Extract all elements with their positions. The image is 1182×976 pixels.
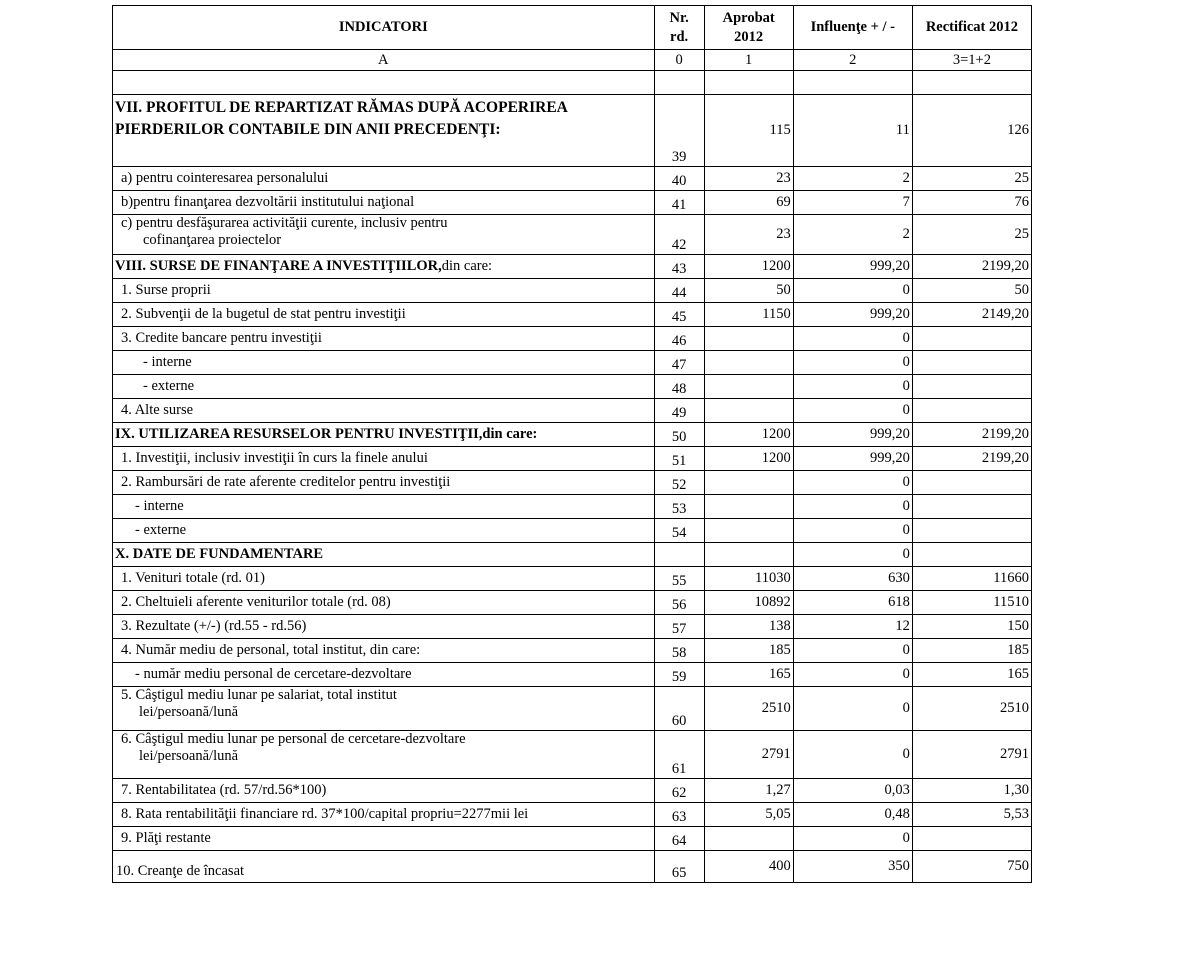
row-label: 10. Creanţe de încasat — [113, 851, 655, 883]
row-label: 1. Surse proprii — [113, 279, 655, 303]
row-label: - interne — [113, 351, 655, 375]
table-row: 2. Subvenţii de la bugetul de stat pentru investiţii 45 1150 999,20 2149,20 — [113, 303, 1032, 327]
row-label: 5. Câştigul mediu lunar pe salariat, total institut lei/persoană/lună — [113, 687, 655, 731]
row-label: 7. Rentabilitatea (rd. 57/rd.56*100) — [113, 779, 655, 803]
row-label: 8. Rata rentabilităţii financiare rd. 37*100/capital propriu=2277mii lei — [113, 803, 655, 827]
table-row: IX. UTILIZAREA RESURSELOR PENTRU INVESTIŢII,din care: 50 1200 999,20 2199,20 — [113, 423, 1032, 447]
row-label: - număr mediu personal de cercetare-dezvoltare — [113, 663, 655, 687]
row-label: 2. Rambursări de rate aferente creditelor pentru investiţii — [113, 471, 655, 495]
row-label: 3. Rezultate (+/-) (rd.55 - rd.56) — [113, 615, 655, 639]
header-influente: Influenţe + / - — [793, 6, 912, 50]
row-label: IX. UTILIZAREA RESURSELOR PENTRU INVESTIŢII,din care: — [113, 423, 655, 447]
header-indicatori: INDICATORI — [113, 6, 655, 50]
row-label: 4. Număr mediu de personal, total institut, din care: — [113, 639, 655, 663]
column-index-row: A 0 1 2 3=1+2 — [113, 50, 1032, 71]
row-label: 1. Investiţii, inclusiv investiţii în curs la finele anului — [113, 447, 655, 471]
table-row: VII. PROFITUL DE REPARTIZAT RĂMAS DUPĂ ACOPERIREA PIERDERILOR CONTABILE DIN ANII PRECEDENŢI: 39 115 11 126 — [113, 95, 1032, 167]
row-label: 2. Subvenţii de la bugetul de stat pentru investiţii — [113, 303, 655, 327]
table-row: - interne 47 0 — [113, 351, 1032, 375]
table-row: 2. Cheltuieli aferente veniturilor totale (rd. 08) 56 10892 618 11510 — [113, 591, 1032, 615]
row-label: 6. Câştigul mediu lunar pe personal de cercetare-dezvoltare lei/persoană/lună — [113, 731, 655, 779]
table-row: X. DATE DE FUNDAMENTARE 0 — [113, 543, 1032, 567]
table-row: 7. Rentabilitatea (rd. 57/rd.56*100) 62 1,27 0,03 1,30 — [113, 779, 1032, 803]
table-row: 10. Creanţe de încasat 65 400 350 750 — [113, 851, 1032, 883]
row-label: 2. Cheltuieli aferente veniturilor totale (rd. 08) — [113, 591, 655, 615]
table-row: 4. Alte surse 49 0 — [113, 399, 1032, 423]
table-row: 1. Venituri totale (rd. 01) 55 11030 630 11660 — [113, 567, 1032, 591]
table-row: a) pentru cointeresarea personalului 40 23 2 25 — [113, 167, 1032, 191]
table-row: 5. Câştigul mediu lunar pe salariat, total institut lei/persoană/lună 60 2510 0 2510 — [113, 687, 1032, 731]
table-row: - interne 53 0 — [113, 495, 1032, 519]
table-row: VIII. SURSE DE FINANŢARE A INVESTIŢIILOR,din care: 43 1200 999,20 2199,20 — [113, 255, 1032, 279]
table-row: 1. Surse proprii 44 50 0 50 — [113, 279, 1032, 303]
row-label: - externe — [113, 375, 655, 399]
row-label: VII. PROFITUL DE REPARTIZAT RĂMAS DUPĂ ACOPERIREA PIERDERILOR CONTABILE DIN ANII PRECEDENŢI: — [113, 95, 655, 167]
row-label: 3. Credite bancare pentru investiţii — [113, 327, 655, 351]
row-label: X. DATE DE FUNDAMENTARE — [113, 543, 655, 567]
table-row: 6. Câştigul mediu lunar pe personal de cercetare-dezvoltare lei/persoană/lună 61 2791 0 2791 — [113, 731, 1032, 779]
row-label: 4. Alte surse — [113, 399, 655, 423]
row-label: VIII. SURSE DE FINANŢARE A INVESTIŢIILOR,din care: — [113, 255, 655, 279]
table-row: 3. Rezultate (+/-) (rd.55 - rd.56) 57 138 12 150 — [113, 615, 1032, 639]
header-rectificat: Rectificat 2012 — [912, 6, 1031, 50]
table-row: 9. Plăţi restante 64 0 — [113, 827, 1032, 851]
table-row: 2. Rambursări de rate aferente creditelor pentru investiţii 52 0 — [113, 471, 1032, 495]
table-row: - externe 48 0 — [113, 375, 1032, 399]
table-row: 8. Rata rentabilităţii financiare rd. 37*100/capital propriu=2277mii lei 63 5,05 0,48 5,53 — [113, 803, 1032, 827]
row-label: - interne — [113, 495, 655, 519]
table-row: 4. Număr mediu de personal, total institut, din care: 58 185 0 185 — [113, 639, 1032, 663]
header-aprobat: Aprobat 2012 — [704, 6, 793, 50]
table-row: 1. Investiţii, inclusiv investiţii în curs la finele anului 51 1200 999,20 2199,20 — [113, 447, 1032, 471]
row-label: 9. Plăţi restante — [113, 827, 655, 851]
budget-table — [112, 5, 1032, 883]
row-label: 1. Venituri totale (rd. 01) — [113, 567, 655, 591]
table-row: - număr mediu personal de cercetare-dezvoltare 59 165 0 165 — [113, 663, 1032, 687]
table-row: - externe 54 0 — [113, 519, 1032, 543]
row-label: a) pentru cointeresarea personalului — [113, 167, 655, 191]
table-row: b)pentru finanţarea dezvoltării institutului naţional 41 69 7 76 — [113, 191, 1032, 215]
row-label: b)pentru finanţarea dezvoltării institutului naţional — [113, 191, 655, 215]
table-row: 3. Credite bancare pentru investiţii 46 0 — [113, 327, 1032, 351]
table-row: c) pentru desfăşurarea activităţii curente, inclusiv pentru cofinanţarea proiectelor 42 23 2 25 — [113, 215, 1032, 255]
header-nr-rd: Nr. rd. — [654, 6, 704, 50]
row-label: c) pentru desfăşurarea activităţii curente, inclusiv pentru cofinanţarea proiectelor — [113, 215, 655, 255]
spacer-row — [113, 71, 1032, 95]
row-label: - externe — [113, 519, 655, 543]
